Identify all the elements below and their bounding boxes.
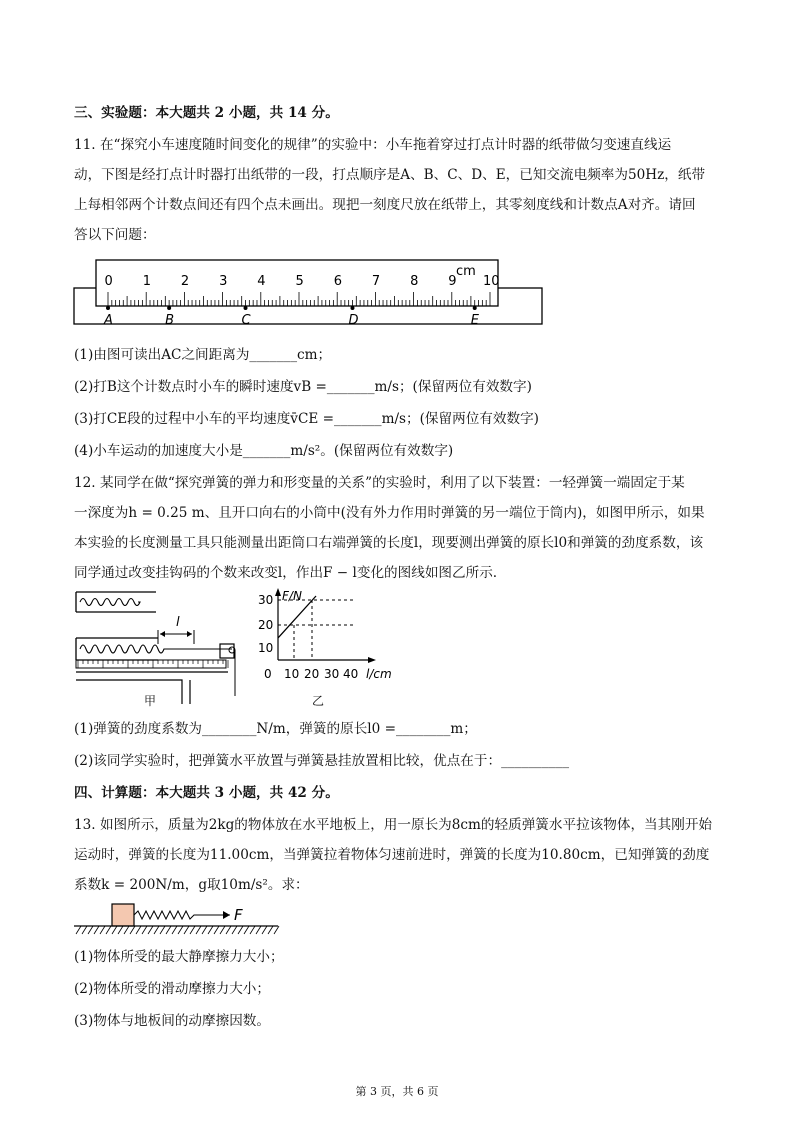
- ruler-number-3: 3: [219, 274, 228, 289]
- ruler-number-2: 2: [180, 274, 190, 289]
- tape-point-D: D: [348, 313, 359, 328]
- tape-point-E: E: [470, 313, 479, 328]
- q11-sub-4: (4)小车运动的加速度大小是_______m/s²。(保留两位有效数字): [74, 443, 454, 459]
- spring-tube-figure-jia: [72, 588, 244, 704]
- graph-xtick-0: 0: [264, 667, 272, 681]
- graph-xtick-30: 30: [324, 667, 340, 681]
- ruler-number-5: 5: [295, 274, 304, 289]
- ruler-unit: cm: [456, 264, 476, 279]
- q11-line-3: 上每相邻两个计数点间还有四个点未画出。现把一刻度尺放在纸带上，其零刻度线和计数点A对齐。请回: [74, 197, 696, 213]
- q11-line-4: 答以下问题：: [74, 227, 156, 243]
- ruler-tape-figure: [70, 258, 548, 328]
- q12-line-1: 12. 某同学在做“探究弹簧的弹力和形变量的关系”的实验时，利用了以下装置：一轻弹簧一端固定于某: [74, 475, 685, 491]
- graph-ytick-20: 20: [258, 618, 274, 632]
- q12-line-3: 本实验的长度测量工具只能测量出距筒口右端弹簧的长度l，现要测出弹簧的原长l0和弹簧的劲度系数，该: [74, 535, 704, 551]
- q13-sub-2: (2)物体所受的滑动摩擦力大小；: [74, 981, 270, 997]
- q13-sub-3: (3)物体与地板间的动摩擦因数。: [74, 1013, 270, 1029]
- tape-dot-A: [106, 306, 110, 310]
- page-footer: 第 3 页，共 6 页: [355, 1085, 439, 1098]
- tape-dot-E: [473, 306, 477, 310]
- section3-header: 三、实验题：本大题共 2 小题，共 14 分。: [74, 105, 339, 121]
- graph-ytick-30: 30: [258, 593, 274, 607]
- figure-jia-caption: 甲: [144, 694, 157, 708]
- graph-xtick-40: 40: [343, 667, 359, 681]
- tape-point-A: A: [104, 313, 113, 328]
- block: [112, 904, 134, 926]
- q11-line-1: 11. 在“探究小车速度随时间变化的规律”的实验中：小车拖着穿过打点计时器的纸带做匀变速直线运: [74, 137, 672, 153]
- tape-dot-C: [244, 306, 248, 310]
- graph-x-label: l/cm: [366, 667, 392, 681]
- graph-xtick-20: 20: [304, 667, 320, 681]
- ruler-number-4: 4: [257, 274, 266, 289]
- q11-sub-2: (2)打B这个计数点时小车的瞬时速度vB =_______m/s；(保留两位有效数字): [74, 379, 532, 395]
- tape-point-B: B: [165, 313, 175, 328]
- ruler-number-8: 8: [410, 274, 419, 289]
- ruler-number-10: 10: [483, 274, 500, 289]
- graph-xtick-10: 10: [284, 667, 300, 681]
- tape-dot-D: [350, 306, 354, 310]
- section4-header: 四、计算题：本大题共 3 小题，共 42 分。: [74, 785, 339, 801]
- q11-line-2: 动，下图是经打点计时器打出纸带的一段，打点顺序是A、B、C、D、E，已知交流电频率为50Hz，纸带: [74, 167, 706, 183]
- tape-dot-B: [167, 306, 171, 310]
- force-length-graph: [250, 586, 410, 686]
- q13-line-1: 13. 如图所示，质量为2kg的物体放在水平地板上，用一原长为8cm的轻质弹簧水平拉该物体，当其刚开始: [74, 817, 713, 833]
- q13-sub-1: (1)物体所受的最大静摩擦力大小；: [74, 949, 284, 965]
- ruler-number-0: 0: [104, 274, 113, 289]
- ruler-number-6: 6: [333, 274, 342, 289]
- force-label: F: [234, 906, 243, 924]
- q13-line-3: 系数k = 200N/m，g取10m/s²。求：: [74, 877, 309, 893]
- block-spring-figure: [72, 898, 282, 938]
- q11-sub-3: (3)打CE段的过程中小车的平均速度v̄CE =_______m/s；(保留两位有效数字): [74, 411, 539, 427]
- ruler-number-1: 1: [142, 274, 151, 289]
- ruler-number-9: 9: [448, 274, 457, 289]
- q12-line-2: 一深度为h = 0.25 m、且开口向右的小筒中(没有外力作用时弹簧的另一端位于筒内)，如图甲所示，如果: [74, 505, 705, 521]
- graph-y-label: F/N: [282, 589, 302, 603]
- q11-sub-1: (1)由图可读出AC之间距离为_______cm；: [74, 347, 332, 363]
- ruler-number-7: 7: [371, 274, 381, 289]
- figure-yi-caption: 乙: [312, 694, 325, 708]
- q13-line-2: 运动时，弹簧的长度为11.00cm，当弹簧拉着物体匀速前进时，弹簧的长度为10.80cm，已知弹簧的劲度: [74, 847, 710, 863]
- q12-sub-2: (2)该同学实验时，把弹簧水平放置与弹簧悬挂放置相比较，优点在于：__________: [74, 753, 570, 769]
- q12-sub-1: (1)弹簧的劲度系数为________N/m，弹簧的原长l0 =________m；: [74, 721, 477, 737]
- length-l-label: l: [176, 615, 180, 630]
- spring: [134, 911, 230, 919]
- tape-point-C: C: [241, 313, 251, 328]
- graph-ytick-10: 10: [258, 641, 274, 655]
- q12-line-4: 同学通过改变挂钩码的个数来改变l，作出F − l变化的图线如图乙所示.: [74, 565, 498, 581]
